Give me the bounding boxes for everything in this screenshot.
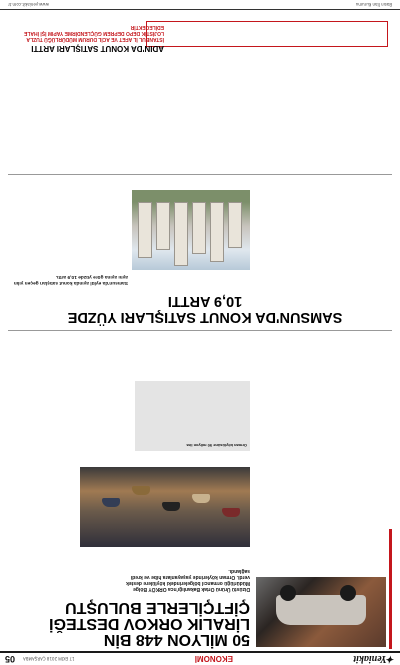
story1-lead: Dizüstü Ürünü Ortak Bakanlığı'nca ORKÖY Bölge Müdürlüğü ormancıl bölgelerindeki köylülere destek verdi. Orman köylerinde yaşayanlara hibe ve kredi sağlandı. bbox=[126, 568, 250, 592]
story2-column bbox=[8, 180, 68, 270]
story2-column bbox=[72, 180, 128, 270]
shoe-shape bbox=[162, 502, 180, 511]
story2-lead: Samsun'da eylül ayında konut satışları geçen yılın aynı ayına göre yüzde 10,9 arttı. bbox=[13, 274, 128, 285]
story1-column bbox=[8, 335, 58, 647]
story2-column bbox=[324, 180, 388, 285]
footwear-photo bbox=[80, 467, 250, 547]
building-shape bbox=[138, 202, 152, 258]
legal-notice bbox=[12, 58, 388, 170]
info-box bbox=[135, 381, 250, 451]
notice-frame bbox=[146, 21, 388, 47]
divider bbox=[8, 174, 392, 175]
wheel-shape bbox=[280, 585, 296, 601]
building-shape bbox=[156, 202, 170, 250]
building-shape bbox=[192, 202, 206, 254]
buildings-photo bbox=[132, 190, 250, 270]
page-number: 05 bbox=[5, 654, 16, 664]
building-shape bbox=[174, 202, 188, 266]
info-box-heading: Orman köylüsüne 50 milyon lira bbox=[186, 443, 247, 448]
masthead bbox=[0, 651, 400, 665]
issue-date: 17 EKİM 2018 ÇARŞAMBA bbox=[23, 656, 75, 662]
newspaper-logo: ✦Yeniakit bbox=[353, 653, 395, 665]
shoe-shape bbox=[132, 486, 150, 495]
tractor-photo bbox=[256, 577, 386, 647]
story1-column bbox=[346, 333, 386, 573]
story1-column bbox=[135, 333, 250, 377]
story3-headline bbox=[6, 24, 164, 53]
divider bbox=[8, 330, 392, 331]
shoe-shape bbox=[192, 494, 210, 503]
footer-right: www.yeniakit.com.tr bbox=[8, 2, 49, 7]
story1-column bbox=[64, 333, 130, 451]
footer-left: Basın İlan Kurumu bbox=[355, 2, 392, 7]
story1-column bbox=[256, 333, 298, 573]
page-footer bbox=[0, 0, 400, 10]
story2-column bbox=[256, 180, 320, 285]
section-title: EKONOMİ bbox=[194, 654, 233, 664]
shoe-shape bbox=[222, 508, 240, 517]
photo-caption bbox=[80, 453, 250, 463]
building-shape bbox=[228, 202, 242, 248]
wheel-shape bbox=[340, 585, 356, 601]
story3-subtitle: İSTANBUL İL AFET VE ACİL DURUM MÜDÜRLÜĞÜ TUZLA LOJİSTİK DEPO DEPREM GÜÇLENDİRME YAPIM İŞİ İHALE EDİLECEKTİR bbox=[23, 24, 164, 42]
building-shape bbox=[210, 202, 224, 262]
story3-title: ADIN'DA KONUT SATIŞLARI ARTTI bbox=[31, 44, 164, 53]
story2-headline: SAMSUN'DA KONUT SATIŞLARI YÜZDE 10,9 ARTTI bbox=[67, 293, 343, 325]
accent-bar bbox=[389, 529, 392, 649]
story1-column bbox=[302, 333, 342, 573]
story1-headline: 50 MİLYON 448 BİN LİRALIK ORKOV DESTEĞİ ÇİFTÇİLERLE BULUŞTU bbox=[49, 599, 250, 648]
shoe-shape bbox=[102, 498, 120, 507]
